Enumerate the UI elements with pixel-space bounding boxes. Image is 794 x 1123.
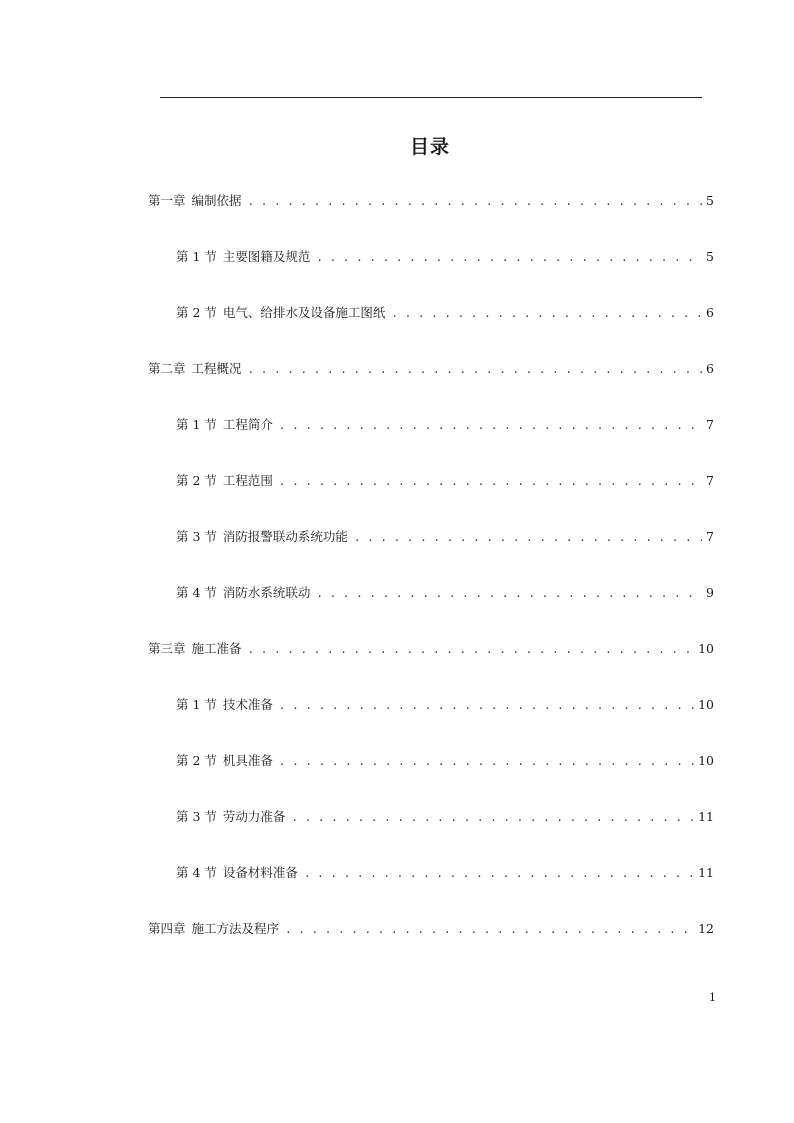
toc-section-entry[interactable] xyxy=(176,527,714,547)
dot-leader xyxy=(316,251,702,264)
entry-number: 第 4 节 xyxy=(176,865,217,880)
toc-section-entry[interactable] xyxy=(176,751,714,771)
entry-title: 施工准备 xyxy=(191,641,242,656)
entry-title: 施工方法及程序 xyxy=(191,921,280,936)
entry-page-number: 5 xyxy=(706,249,714,264)
dot-leader xyxy=(304,867,694,880)
toc-section-entry[interactable] xyxy=(176,415,714,435)
entry-title: 工程简介 xyxy=(222,417,273,432)
toc-chapter-entry[interactable] xyxy=(148,919,714,939)
entry-page-number: 10 xyxy=(698,641,714,656)
entry-number: 第 2 节 xyxy=(176,473,217,488)
toc-title: 目录 xyxy=(409,136,450,158)
entry-page-number: 12 xyxy=(698,921,714,936)
toc-chapter-entry[interactable] xyxy=(148,639,714,659)
entry-page-number: 7 xyxy=(706,529,714,544)
entry-page-number: 10 xyxy=(698,697,714,712)
dot-leader xyxy=(248,643,695,656)
page-number: 1 xyxy=(709,991,716,1004)
entry-page-number: 6 xyxy=(706,361,714,376)
entry-page-number: 9 xyxy=(706,585,714,600)
toc-section-entry[interactable] xyxy=(176,303,714,323)
entry-title: 设备材料准备 xyxy=(222,865,298,880)
entry-page-number: 7 xyxy=(706,417,714,432)
entry-title: 消防水系统联动 xyxy=(222,585,311,600)
entry-number: 第 3 节 xyxy=(176,809,217,824)
dot-leader xyxy=(248,195,703,208)
dot-leader xyxy=(291,811,694,824)
header-rule xyxy=(160,97,702,98)
entry-title: 主要图籍及规范 xyxy=(222,249,311,264)
entry-title: 机具准备 xyxy=(222,753,273,768)
entry-number: 第三章 xyxy=(148,641,186,656)
dot-leader xyxy=(354,531,702,544)
entry-title: 电气、给排水及设备施工图纸 xyxy=(222,305,386,320)
toc-section-entry[interactable] xyxy=(176,583,714,603)
entry-title: 技术准备 xyxy=(222,697,273,712)
entry-title: 劳动力准备 xyxy=(222,809,286,824)
entry-number: 第 4 节 xyxy=(176,585,217,600)
entry-page-number: 7 xyxy=(706,473,714,488)
entry-number: 第 2 节 xyxy=(176,753,217,768)
entry-number: 第 1 节 xyxy=(176,417,217,432)
entry-number: 第 1 节 xyxy=(176,697,217,712)
entry-page-number: 5 xyxy=(706,193,714,208)
dot-leader xyxy=(279,475,702,488)
dot-leader xyxy=(391,307,702,320)
toc-chapter-entry[interactable] xyxy=(148,359,714,379)
entry-number: 第 1 节 xyxy=(176,249,217,264)
entry-page-number: 6 xyxy=(706,305,714,320)
dot-leader xyxy=(279,419,702,432)
entry-page-number: 10 xyxy=(698,753,714,768)
dot-leader xyxy=(248,363,703,376)
toc-section-entry[interactable] xyxy=(176,863,714,883)
dot-leader xyxy=(279,699,694,712)
entry-title: 消防报警联动系统功能 xyxy=(222,529,348,544)
toc-section-entry[interactable] xyxy=(176,471,714,491)
entry-number: 第四章 xyxy=(148,921,186,936)
entry-page-number: 11 xyxy=(698,809,714,824)
entry-page-number: 11 xyxy=(698,865,714,880)
entry-number: 第一章 xyxy=(148,193,186,208)
dot-leader xyxy=(316,587,702,600)
toc-section-entry[interactable] xyxy=(176,247,714,267)
toc-section-entry[interactable] xyxy=(176,695,714,715)
entry-number: 第 3 节 xyxy=(176,529,217,544)
entry-title: 编制依据 xyxy=(191,193,242,208)
toc-chapter-entry[interactable] xyxy=(148,191,714,211)
entry-number: 第二章 xyxy=(148,361,186,376)
entry-title: 工程概况 xyxy=(191,361,242,376)
entry-number: 第 2 节 xyxy=(176,305,217,320)
toc-section-entry[interactable] xyxy=(176,807,714,827)
dot-leader xyxy=(285,923,694,936)
entry-title: 工程范围 xyxy=(222,473,273,488)
dot-leader xyxy=(279,755,694,768)
